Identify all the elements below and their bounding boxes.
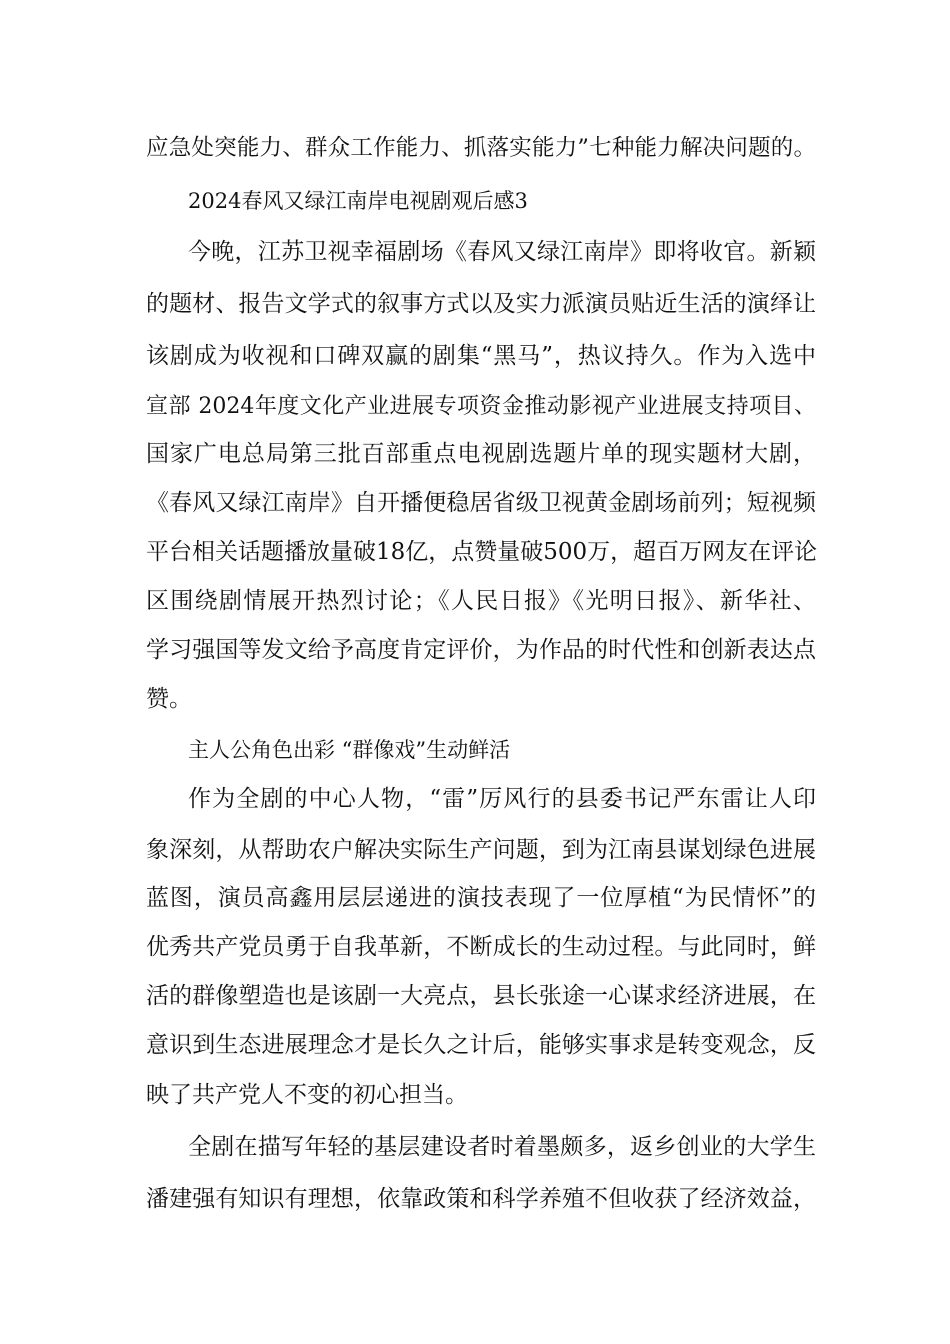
text-line: 今晚，江苏卫视幸福剧场《春风又绿江南岸》即将收官。新颖 [188, 239, 816, 265]
text-line: 象深刻，从帮助农户解决实际生产问题，到为江南县谋划绿色进展 [146, 837, 816, 863]
text-line: 的题材、报告文学式的叙事方式以及实力派演员贴近生活的演绎让 [146, 291, 816, 317]
text-line: 区围绕剧情展开热烈讨论；《人民日报》《光明日报》、新华社、 [146, 588, 816, 614]
text-line: 潘建强有知识有理想，依靠政策和科学养殖不但收获了经济效益， [146, 1186, 816, 1212]
text-line: 国家广电总局第三批百部重点电视剧选题片单的现实题材大剧， [146, 441, 816, 467]
text-line: 优秀共产党员勇于自我革新，不断成长的生动过程。与此同时，鲜 [146, 934, 816, 960]
text-line: 《春风又绿江南岸》自开播便稳居省级卫视黄金剧场前列；短视频 [146, 490, 816, 516]
text-line: 应急处突能力、群众工作能力、抓落实能力”七种能力解决问题的。 [146, 135, 816, 161]
text-line: 全剧在描写年轻的基层建设者时着墨颇多，返乡创业的大学生 [188, 1134, 816, 1160]
text-line: 映了共产党人不变的初心担当。 [146, 1082, 468, 1108]
text-line: 活的群像塑造也是该剧一大亮点，县长张途一心谋求经济进展，在 [146, 983, 816, 1009]
text-line: 该剧成为收视和口碑双赢的剧集“黑马”，热议持久。作为入选中 [146, 343, 816, 369]
section-heading: 主人公角色出彩 “群像戏”生动鲜活 [188, 738, 511, 762]
text-line: 宣部 2024年度文化产业进展专项资金推动影视产业进展支持项目、 [146, 394, 816, 419]
text-line: 作为全剧的中心人物，“雷”厉风行的县委书记严东雷让人印 [188, 786, 816, 812]
text-line: 意识到生态进展理念才是长久之计后，能够实事求是转变观念，反 [146, 1032, 816, 1058]
text-line: 蓝图，演员高鑫用层层递进的演技表现了一位厚植“为民情怀”的 [146, 885, 816, 911]
text-line: 学习强国等发文给予高度肯定评价，为作品的时代性和创新表达点 [146, 637, 816, 663]
text-line: 赞。 [146, 686, 192, 712]
text-line: 平台相关话题播放量破18亿，点赞量破500万，超百万网友在评论 [146, 539, 818, 565]
section-heading: 2024春风又绿江南岸电视剧观后感3 [188, 189, 528, 213]
